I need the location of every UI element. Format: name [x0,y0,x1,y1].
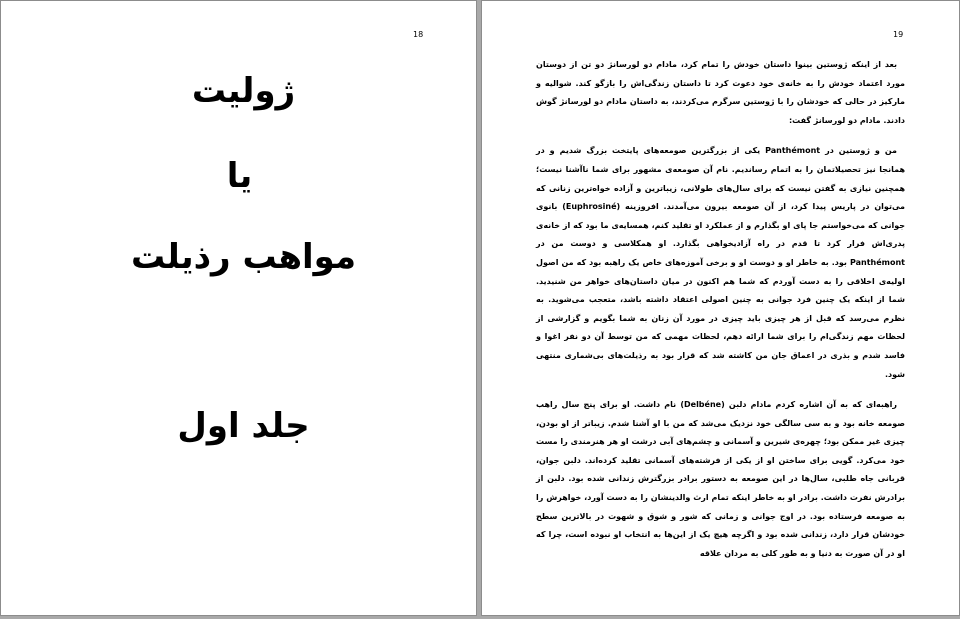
book-title: ژولیت [191,71,296,111]
volume-label: جلد اول [177,406,310,446]
page-number: 19 [893,30,904,39]
page-number: 18 [413,30,424,39]
paragraph: من و ژوستین در Panthémont یکی از بزرگترین صومعه‌های پایتخت بزرگ شدیم و در همانجا نیز تحصیلاتمان را به اتمام رساندیم. نام آن صومعه‌ی مشهور برای شما ناآشنا نیست؛ همچنین نیازی به گفتن نیست که برای سال‌های طولانی، زیباترین و آزاده خواه‌ترین زنانی که می‌توان در پاریس پیدا کرد، از آن صومعه بیرون می‌آمدند. افروزینه (Euphrosiné) بانوی جوانی که می‌خواستم جا پای او بگذارم و از عملکرد او تقلید کنم، همسایه‌ی ما بود که از خانه‌ی پدری‌اش فرار کرد تا قدم در راه آزادیخواهی بگذارد. او همکلاسی و دوست من در Panthémont بود. به خاطر او و دوست او و برخی آموزه‌های خاص یک راهبه بود که من اصول اولیه‌ی اخلاقی را به دست آوردم که شما هم اکنون در میان داستان‌های خواهر من شنیدید. شما از اینکه یک چنین فرد جوانی به چنین اصولی اعتقاد داشته باشد، متعجب می‌شوید. به نظرم می‌رسد که قبل از هر چیزی باید چیزی در مورد آن زنان به شما بگویم و گزارشی از لحظات مهم زندگی‌ام را برای شما ارائه دهم، لحظات مهمی که من توسط آن دو نفر اغوا و فاسد شدم و بذری در اعماق جان من کاشته شد که قرار بود به رذیلت‌های بی‌شماری منتهی شود. [536,146,905,379]
page-18 [0,0,477,616]
book-subtitle: مواهب رذیلت [130,237,357,277]
page-19 [481,0,960,616]
title-conjunction: یا [226,156,253,196]
paragraph: راهبه‌ای که به آن اشاره کردم مادام دلبن (Delbéne) نام داشت. او برای پنج سال راهب صومعه خانه بود و به سی سالگی خود نزدیک می‌شد که من با او آشنا شدم. زیباتر از او بودن، چیزی غیر ممکن بود؛ چهره‌ی شیرین و آسمانی و چشم‌های آبی درشت او هر هنرمندی را مست خود می‌کرد. گویی برای ساختن او از یکی از فرشته‌های آسمانی تقلید کرده‌اند. دلبن جوان، قربانی جاه طلبی، سال‌ها در این صومعه به دستور برادر بزرگترش زندانی شده بود. دلبن از برادرش نفرت داشت. برادر او به خاطر اینکه تمام ارث والدینشان را به دست آورد، خواهرش را به صومعه فرستاده بود. در اوج جوانی و زمانی که شور و شوق و شهوت در بالاترین سطح خودشان قرار دارد، زندانی شده بود و اگرچه هیچ یک از این‌ها به انتخاب او نبوده است، چرا که او در آن صورت به دنیا و به طور کلی به مردان علاقه [536,400,905,558]
body-text [536,56,905,575]
paragraph: بعد از اینکه ژوستین بینوا داستان خودش را تمام کرد، مادام دو لورسانژ دو تن از دوستان مورد اعتماد خودش را به خانه‌ی خود دعوت کرد تا داستان زندگی‌اش را بازگو کند. شوالیه و مارکیز در حالی که خودشان را با ژوستین سرگرم می‌کردند، به داستان مادام دو لورسانژ گوش دادند. مادام دو لورسانژ گفت: [536,60,905,125]
